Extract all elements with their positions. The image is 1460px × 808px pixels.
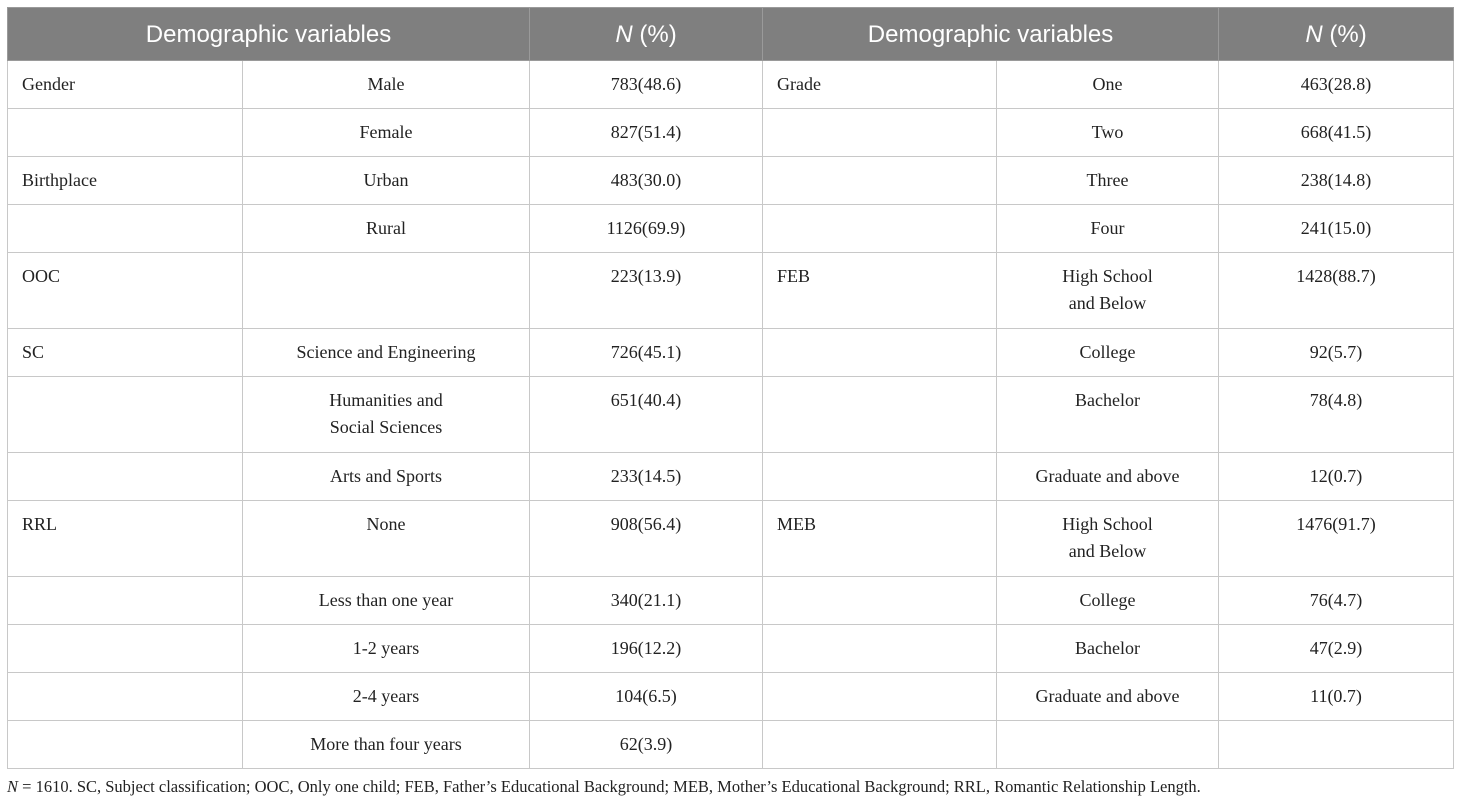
right-variable-cell: [763, 453, 997, 501]
right-count-cell: 1476(91.7): [1219, 501, 1454, 577]
left-category-cell: Urban: [243, 157, 530, 205]
left-category-cell: 1-2 years: [243, 625, 530, 673]
left-count-cell: 223(13.9): [530, 253, 763, 329]
right-count-cell: [1219, 721, 1454, 769]
right-category-cell: One: [997, 61, 1219, 109]
header-demographic-variables-right: Demographic variables: [763, 8, 1219, 61]
right-variable-cell: [763, 673, 997, 721]
header-demographic-variables-left: Demographic variables: [8, 8, 530, 61]
left-category-cell: Humanities and Social Sciences: [243, 377, 530, 453]
left-count-cell: 783(48.6): [530, 61, 763, 109]
right-count-cell: 76(4.7): [1219, 577, 1454, 625]
left-category-cell: Female: [243, 109, 530, 157]
right-variable-cell: Grade: [763, 61, 997, 109]
left-variable-cell: [8, 625, 243, 673]
right-variable-cell: MEB: [763, 501, 997, 577]
right-variable-cell: [763, 205, 997, 253]
table-header-row: [8, 8, 1454, 61]
right-category-cell: Bachelor: [997, 625, 1219, 673]
table-row: [8, 453, 1454, 501]
left-variable-cell: [8, 109, 243, 157]
left-variable-cell: SC: [8, 329, 243, 377]
right-variable-cell: [763, 625, 997, 673]
table-row: [8, 157, 1454, 205]
right-count-cell: 92(5.7): [1219, 329, 1454, 377]
footnote-text: = 1610. SC, Subject classification; OOC, Only one child; FEB, Father’s Educational Background; MEB, Mother’s Educational Background; RRL, Romantic Relationship Length.: [18, 777, 1201, 796]
left-count-cell: 651(40.4): [530, 377, 763, 453]
right-category-cell: Four: [997, 205, 1219, 253]
header-n-symbol-left: N: [615, 20, 633, 48]
left-category-cell: 2-4 years: [243, 673, 530, 721]
right-count-cell: 1428(88.7): [1219, 253, 1454, 329]
right-count-cell: 668(41.5): [1219, 109, 1454, 157]
right-count-cell: 12(0.7): [1219, 453, 1454, 501]
left-variable-cell: [8, 377, 243, 453]
left-category-cell: Less than one year: [243, 577, 530, 625]
demographics-table: [7, 7, 1454, 769]
left-category-cell: More than four years: [243, 721, 530, 769]
right-count-cell: 241(15.0): [1219, 205, 1454, 253]
table-row: [8, 577, 1454, 625]
header-percent-right: (%): [1322, 20, 1367, 48]
left-count-cell: 62(3.9): [530, 721, 763, 769]
header-n-percent-left: [530, 8, 763, 61]
right-category-cell: Graduate and above: [997, 673, 1219, 721]
table-row: [8, 253, 1454, 329]
table-footnote: [7, 775, 1453, 799]
table-row: [8, 377, 1454, 453]
table-row: [8, 61, 1454, 109]
right-variable-cell: [763, 577, 997, 625]
right-category-cell: High School and Below: [997, 253, 1219, 329]
table-row: [8, 673, 1454, 721]
right-category-cell: [997, 721, 1219, 769]
left-category-cell: [243, 253, 530, 329]
table-row: [8, 109, 1454, 157]
left-variable-cell: Birthplace: [8, 157, 243, 205]
left-count-cell: 726(45.1): [530, 329, 763, 377]
right-count-cell: 11(0.7): [1219, 673, 1454, 721]
table-row: [8, 501, 1454, 577]
right-category-cell: College: [997, 577, 1219, 625]
left-category-cell: Arts and Sports: [243, 453, 530, 501]
right-category-cell: College: [997, 329, 1219, 377]
right-category-cell: Three: [997, 157, 1219, 205]
right-count-cell: 78(4.8): [1219, 377, 1454, 453]
right-count-cell: 47(2.9): [1219, 625, 1454, 673]
left-category-cell: Science and Engineering: [243, 329, 530, 377]
left-category-cell: Rural: [243, 205, 530, 253]
right-count-cell: 238(14.8): [1219, 157, 1454, 205]
left-variable-cell: Gender: [8, 61, 243, 109]
right-count-cell: 463(28.8): [1219, 61, 1454, 109]
right-category-cell: Bachelor: [997, 377, 1219, 453]
left-count-cell: 483(30.0): [530, 157, 763, 205]
right-variable-cell: [763, 721, 997, 769]
right-variable-cell: [763, 377, 997, 453]
right-variable-cell: [763, 109, 997, 157]
footnote-n-symbol: N: [7, 777, 19, 796]
table-row: [8, 721, 1454, 769]
table-row: [8, 205, 1454, 253]
right-variable-cell: [763, 157, 997, 205]
left-count-cell: 908(56.4): [530, 501, 763, 577]
right-category-cell: High School and Below: [997, 501, 1219, 577]
left-count-cell: 340(21.1): [530, 577, 763, 625]
left-variable-cell: [8, 205, 243, 253]
header-n-symbol-right: N: [1305, 20, 1323, 48]
header-n-percent-right: [1219, 8, 1454, 61]
table-row: [8, 625, 1454, 673]
left-variable-cell: RRL: [8, 501, 243, 577]
right-variable-cell: FEB: [763, 253, 997, 329]
left-count-cell: 827(51.4): [530, 109, 763, 157]
left-count-cell: 1126(69.9): [530, 205, 763, 253]
right-category-cell: Graduate and above: [997, 453, 1219, 501]
left-category-cell: None: [243, 501, 530, 577]
left-category-cell: Male: [243, 61, 530, 109]
left-count-cell: 233(14.5): [530, 453, 763, 501]
left-variable-cell: [8, 453, 243, 501]
right-variable-cell: [763, 329, 997, 377]
table-body: [8, 61, 1454, 769]
right-category-cell: Two: [997, 109, 1219, 157]
left-variable-cell: [8, 721, 243, 769]
left-count-cell: 196(12.2): [530, 625, 763, 673]
table-row: [8, 329, 1454, 377]
left-count-cell: 104(6.5): [530, 673, 763, 721]
header-percent-left: (%): [632, 20, 677, 48]
left-variable-cell: [8, 673, 243, 721]
left-variable-cell: [8, 577, 243, 625]
left-variable-cell: OOC: [8, 253, 243, 329]
